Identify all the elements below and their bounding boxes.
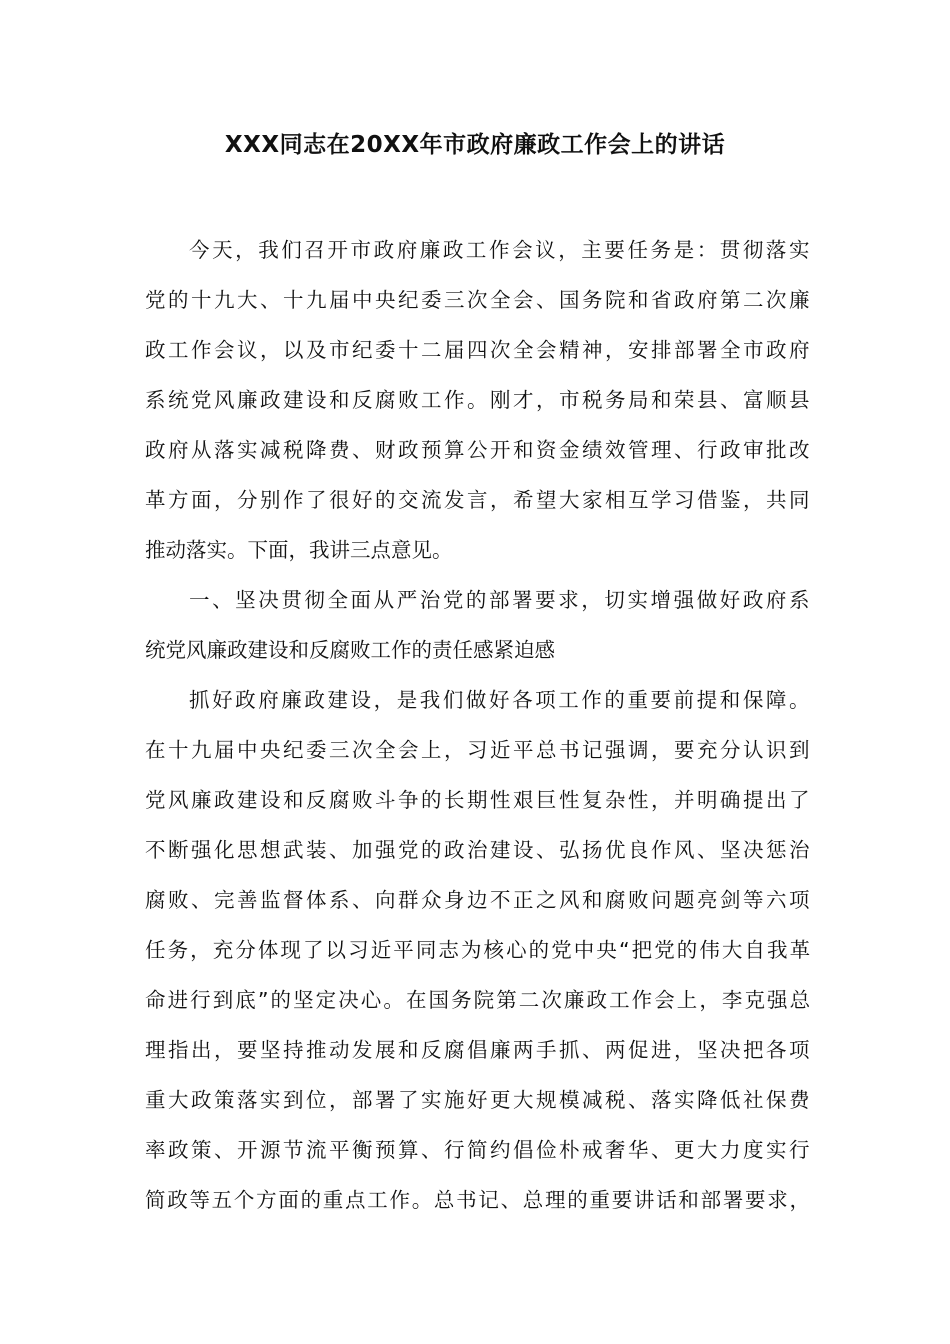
document-title: XXX同志在20XX年市政府廉政工作会上的讲话 [224, 132, 726, 158]
text-line: 今天，我们召开市政府廉政工作会议，主要任务是：贯彻落实 [189, 238, 813, 262]
text-line: 腐败、完善监督体系、向群众身边不正之风和腐败问题亮剑等六项 [145, 888, 812, 912]
text-line: 理指出，要坚持推动发展和反腐倡廉两手抓、两促进，坚决把各项 [145, 1038, 812, 1062]
text-line: 不断强化思想武装、加强党的政治建设、弘扬优良作风、坚决惩治 [145, 838, 812, 862]
text-line: 简政等五个方面的重点工作。总书记、总理的重要讲话和部署要求， [145, 1188, 812, 1212]
document-body [145, 225, 813, 1225]
text-line: 一、坚决贯彻全面从严治党的部署要求，切实增强做好政府系 [189, 588, 813, 612]
text-line: 党风廉政建设和反腐败斗争的长期性艰巨性复杂性，并明确提出了 [145, 788, 812, 812]
text-line: 任务，充分体现了以习近平同志为核心的党中央“把党的伟大自我革 [145, 938, 813, 962]
text-line: 革方面，分别作了很好的交流发言，希望大家相互学习借鉴，共同 [145, 488, 812, 512]
text-line: 系统党风廉政建设和反腐败工作。刚才，市税务局和荣县、富顺县 [145, 388, 812, 412]
text-line: 在十九届中央纪委三次全会上，习近平总书记强调，要充分认识到 [145, 738, 812, 762]
text-line: 政府从落实减税降费、财政预算公开和资金绩效管理、行政审批改 [145, 438, 812, 462]
text-line: 推动落实。下面，我讲三点意见。 [145, 538, 453, 562]
text-line: 命进行到底”的坚定决心。在国务院第二次廉政工作会上，李克强总 [145, 988, 813, 1012]
text-line: 重大政策落实到位，部署了实施好更大规模减税、落实降低社保费 [145, 1088, 812, 1112]
text-line: 率政策、开源节流平衡预算、行简约倡俭朴戒奢华、更大力度实行 [145, 1138, 812, 1162]
text-line: 政工作会议，以及市纪委十二届四次全会精神，安排部署全市政府 [145, 338, 812, 362]
text-line: 党的十九大、十九届中央纪委三次全会、国务院和省政府第二次廉 [145, 288, 812, 312]
text-line: 抓好政府廉政建设，是我们做好各项工作的重要前提和保障。 [189, 688, 813, 712]
text-line: 统党风廉政建设和反腐败工作的责任感紧迫感 [145, 638, 555, 662]
